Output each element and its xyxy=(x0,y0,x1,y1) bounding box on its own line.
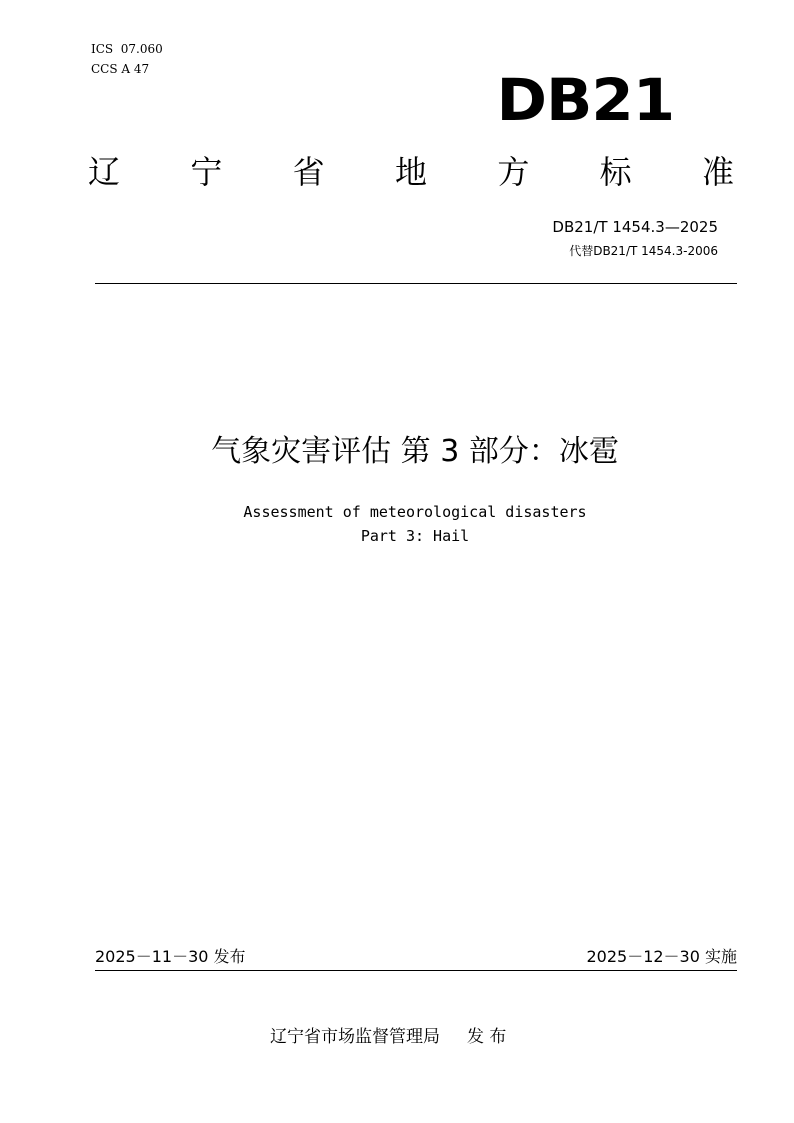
classification-codes xyxy=(91,39,163,79)
standard-type-char: 标 xyxy=(599,153,632,191)
document-title-chinese: 气象灾害评估 第 3 部分：冰雹 xyxy=(211,434,619,469)
db21-logo: DB21 xyxy=(496,66,674,134)
publisher: 辽宁省市场监督管理局 发 布 xyxy=(270,1027,507,1047)
standard-code: DB21/T 1454.3—2025 xyxy=(552,218,718,236)
english-title-line-1: Assessment of meteorological disasters xyxy=(243,503,587,521)
document-title-english xyxy=(0,500,794,548)
standard-type-char: 方 xyxy=(497,153,530,191)
standard-type-char: 省 xyxy=(292,153,325,191)
issue-date: 2025－11－30 发布 xyxy=(95,947,246,966)
ccs-code: CCS A 47 xyxy=(91,62,150,76)
standard-type-char: 地 xyxy=(394,153,427,191)
standard-type-char: 辽 xyxy=(88,153,121,191)
implementation-date: 2025－12－30 实施 xyxy=(586,947,737,966)
top-divider xyxy=(95,283,737,284)
standard-type-char: 准 xyxy=(701,153,734,191)
standard-type-char: 宁 xyxy=(190,153,223,191)
ics-code: ICS 07.060 xyxy=(91,42,163,56)
bottom-divider xyxy=(95,970,737,971)
english-title-line-2: Part 3: Hail xyxy=(360,527,470,545)
replaces-standard: 代替DB21/T 1454.3-2006 xyxy=(569,244,718,258)
standard-type-heading xyxy=(88,152,734,192)
